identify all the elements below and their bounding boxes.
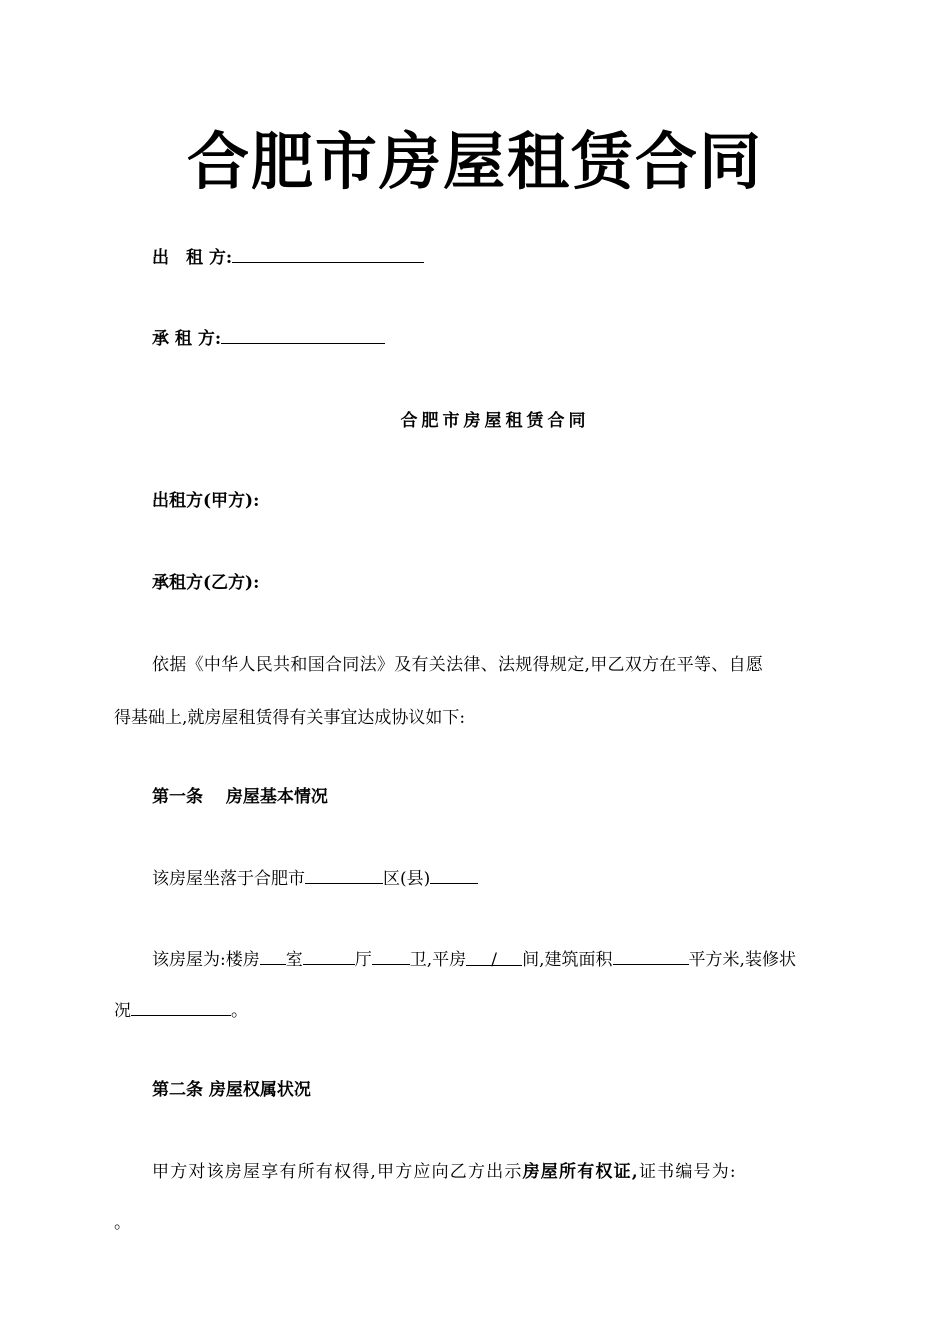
ownership-line-1 (152, 1160, 737, 1184)
layout-line-2 (114, 998, 248, 1023)
bungalow-slash: / (491, 950, 497, 970)
layout-prefix: 该房屋为:楼房 (152, 950, 260, 970)
intro-line-1: 依据《中华人民共和国合同法》及有关法律、法规得规定,甲乙双方在平等、自愿 (152, 655, 764, 675)
party-b-label: 承租方(乙方): (152, 573, 260, 593)
layout-line2-end: 。 (231, 1001, 248, 1021)
hall-label: 厅 (354, 950, 372, 970)
layout-line-1 (152, 947, 796, 972)
hall-blank[interactable] (303, 947, 355, 965)
sqm-label: 平方米,装修状 (688, 950, 796, 970)
county-blank[interactable] (430, 866, 478, 884)
area-blank[interactable] (613, 947, 689, 965)
room-label: 室 (285, 950, 303, 970)
lessor-label: 出 租 方: (152, 248, 233, 268)
lessor-blank[interactable] (232, 245, 424, 263)
lessee-blank[interactable] (221, 326, 385, 344)
bath-blank[interactable] (372, 947, 410, 965)
ownership-prefix: 甲方对该房屋享有所有权得,甲方应向乙方出示 (152, 1162, 523, 1182)
ownership-suffix: 证书编号为: (638, 1162, 737, 1182)
district-label: 区(县) (383, 869, 431, 889)
lessee-label: 承 租 方: (152, 329, 222, 349)
decoration-blank[interactable] (131, 998, 231, 1016)
bath-label: 卫,平房 (409, 950, 467, 970)
location-prefix: 该房屋坐落于合肥市 (152, 869, 305, 889)
jian-label: 间,建筑面积 (522, 950, 613, 970)
lessee-line (152, 326, 385, 351)
article-2-heading: 第二条 房屋权属状况 (152, 1080, 311, 1100)
location-line (152, 866, 478, 891)
ownership-line-2: 。 (114, 1213, 131, 1233)
ownership-cert: 房屋所有权证, (522, 1162, 639, 1182)
lessor-line (152, 245, 424, 270)
intro-line-2: 得基础上,就房屋租赁得有关事宜达成协议如下: (114, 708, 466, 728)
document-title: 合肥市房屋租赁合同 (186, 125, 763, 198)
contract-subtitle: 合肥市房屋租赁合同 (400, 411, 590, 431)
article-1-heading: 第一条 房屋基本情况 (152, 787, 328, 807)
district-blank[interactable] (305, 866, 383, 884)
room-blank[interactable] (260, 947, 286, 965)
party-a-label: 出租方(甲方): (152, 491, 260, 511)
layout-line2-prefix: 况 (114, 1001, 131, 1021)
bungalow-blank[interactable] (466, 948, 522, 970)
